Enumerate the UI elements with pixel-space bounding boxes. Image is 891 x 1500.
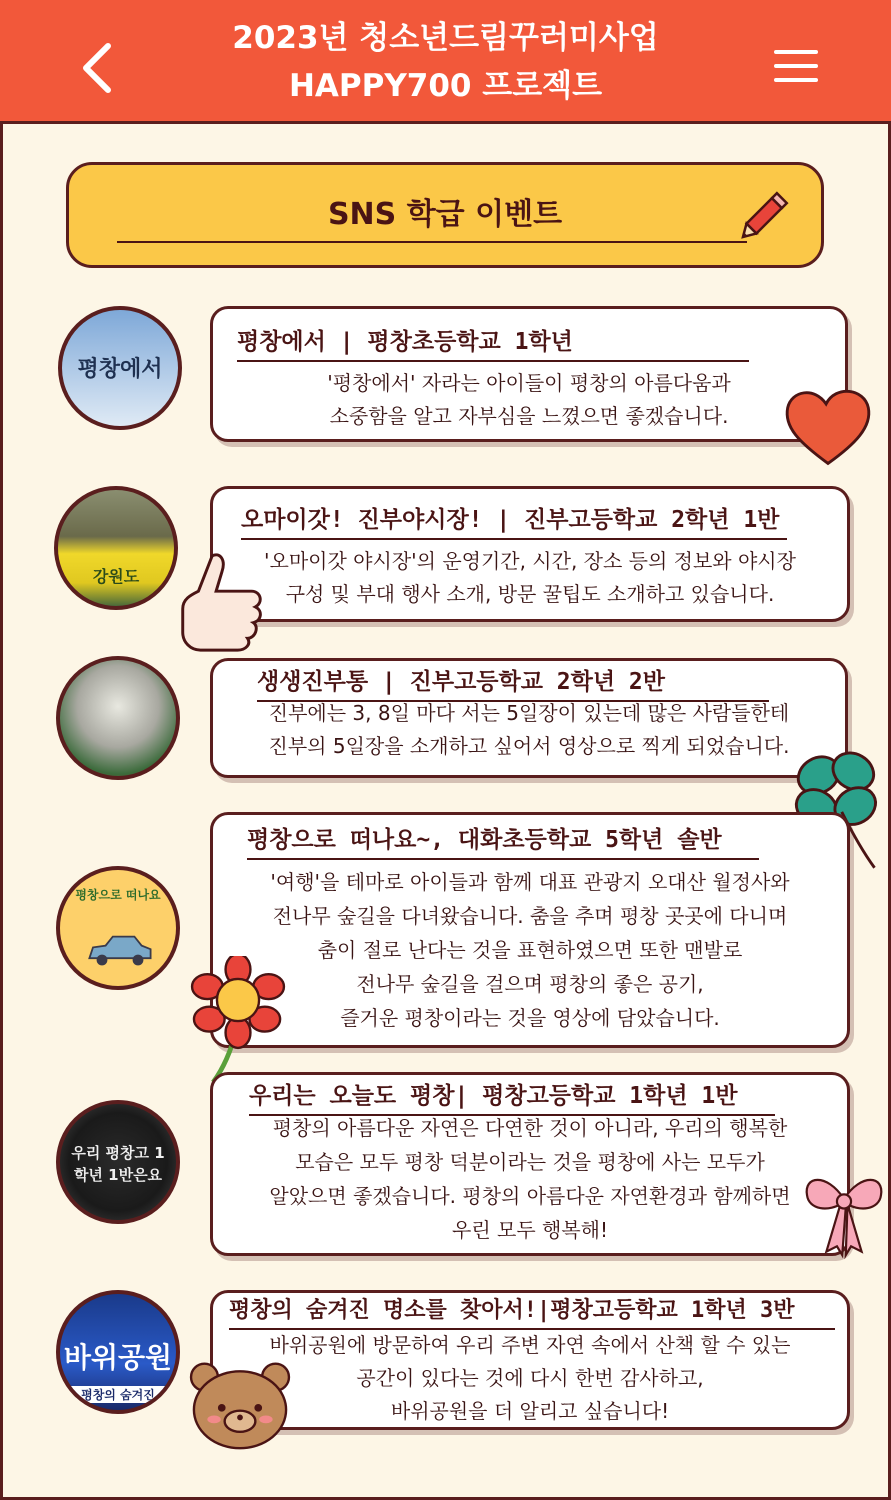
post-card-4[interactable] [210, 812, 850, 1048]
post-line: '여행'을 테마로 아이들과 함께 대표 관광지 오대산 월정사와 [270, 870, 790, 894]
post-card-1[interactable] [210, 306, 848, 442]
banner-label: SNS 학급 이벤트 [327, 197, 563, 232]
post-line: 바위공원을 더 알리고 싶습니다! [390, 1399, 670, 1423]
post-description [213, 697, 845, 763]
post-description [213, 1329, 847, 1428]
post-line: 평창의 아름다운 자연은 다연한 것이 아니라, 우리의 행복한 [272, 1116, 788, 1140]
post-line: 알았으면 좋겠습니다. 평창의 아름다운 자연환경과 함께하면 [269, 1184, 791, 1208]
post-description [213, 545, 847, 611]
hamburger-menu-icon[interactable] [770, 44, 822, 88]
pencil-icon [737, 183, 797, 243]
post-line: 진부에는 3, 8일 마다 서는 5일장이 있는데 많은 사람들한테 [268, 701, 790, 725]
car-icon [84, 932, 156, 970]
post-card-5[interactable] [210, 1072, 850, 1256]
banner-underline [117, 241, 747, 243]
post-title: 평창으로 떠나요~, 대화초등학교 5학년 솔반 [247, 821, 759, 860]
post-line: 전나무 숲길을 걸으며 평창의 좋은 공기, [356, 972, 704, 996]
post-thumbnail-1[interactable] [58, 306, 182, 430]
post-card-2[interactable] [210, 486, 850, 622]
post-thumbnail-2[interactable] [54, 486, 178, 610]
page-title [0, 14, 891, 110]
post-line: 춤이 절로 난다는 것을 표현하였으면 또한 맨발로 [317, 938, 743, 962]
title-line-2: HAPPY700 프로젝트 [288, 68, 603, 104]
thumbnail-caption: 우리 평창고 1학년 1반은요 [71, 1144, 165, 1184]
app-header [0, 0, 891, 124]
post-line: 진부의 5일장을 소개하고 싶어서 영상으로 찍게 되었습니다. [268, 734, 790, 758]
post-card-6[interactable] [210, 1290, 850, 1430]
post-line: 구성 및 부대 행사 소개, 방문 꿀팁도 소개하고 있습니다. [285, 582, 775, 606]
post-title: 오마이갓! 진부야시장! | 진부고등학교 2학년 1반 [241, 501, 787, 540]
post-thumbnail-3[interactable] [56, 656, 180, 780]
post-line: '평창에서' 자라는 아이들이 평창의 아름다움과 [327, 371, 731, 395]
post-line: 공간이 있다는 것에 다시 한번 감사하고, [356, 1366, 704, 1390]
thumbnail-caption: 평창에서 [77, 357, 163, 382]
post-description [213, 865, 847, 1035]
post-title: 생생진부통 | 진부고등학교 2학년 2반 [257, 663, 769, 702]
thumbnail-caption: 강원도 [92, 567, 140, 586]
post-title: 우리는 오늘도 평창| 평창고등학교 1학년 1반 [249, 1077, 775, 1116]
section-banner [66, 162, 824, 268]
title-line-1: 2023년 청소년드림꾸러미사업 [232, 20, 659, 56]
post-description [213, 1111, 847, 1247]
post-title: 평창에서 | 평창초등학교 1학년 [237, 323, 749, 362]
post-thumbnail-6[interactable] [56, 1290, 180, 1414]
ribbon-bow-icon [800, 1160, 888, 1264]
post-line: 모습은 모두 평창 덕분이라는 것을 평창에 사는 모두가 [295, 1150, 765, 1174]
post-line: 우린 모두 행복해! [452, 1218, 608, 1242]
post-card-3[interactable] [210, 658, 848, 778]
thumbnail-caption: 평창으로 떠나요 [75, 888, 161, 902]
post-thumbnail-4[interactable] [56, 866, 180, 990]
post-thumbnail-5[interactable] [56, 1100, 180, 1224]
post-line: 전나무 숲길을 다녀왔습니다. 춤을 추며 평창 곳곳에 다니며 [272, 904, 788, 928]
thumbnail-subcaption: 평창의 숨겨진 [60, 1386, 176, 1403]
post-line: 즐거운 평창이라는 것을 영상에 담았습니다. [340, 1006, 720, 1030]
bear-face-icon [184, 1356, 296, 1452]
heart-icon [780, 380, 876, 472]
post-line: 바위공원에 방문하여 우리 주변 자연 속에서 산책 할 수 있는 [269, 1333, 791, 1357]
flower-icon [188, 956, 288, 1090]
thumbnail-caption: 바위공원 [63, 1341, 173, 1374]
thumbs-up-icon [172, 548, 272, 656]
post-title: 평창의 숨겨진 명소를 찾아서!|평창고등학교 1학년 3반 [229, 1293, 835, 1330]
post-line: 소중함을 알고 자부심을 느꼈으면 좋겠습니다. [329, 404, 729, 428]
post-line: '오마이갓 야시장'의 운영기간, 시간, 장소 등의 정보와 야시장 [264, 549, 796, 573]
post-description [213, 367, 845, 433]
